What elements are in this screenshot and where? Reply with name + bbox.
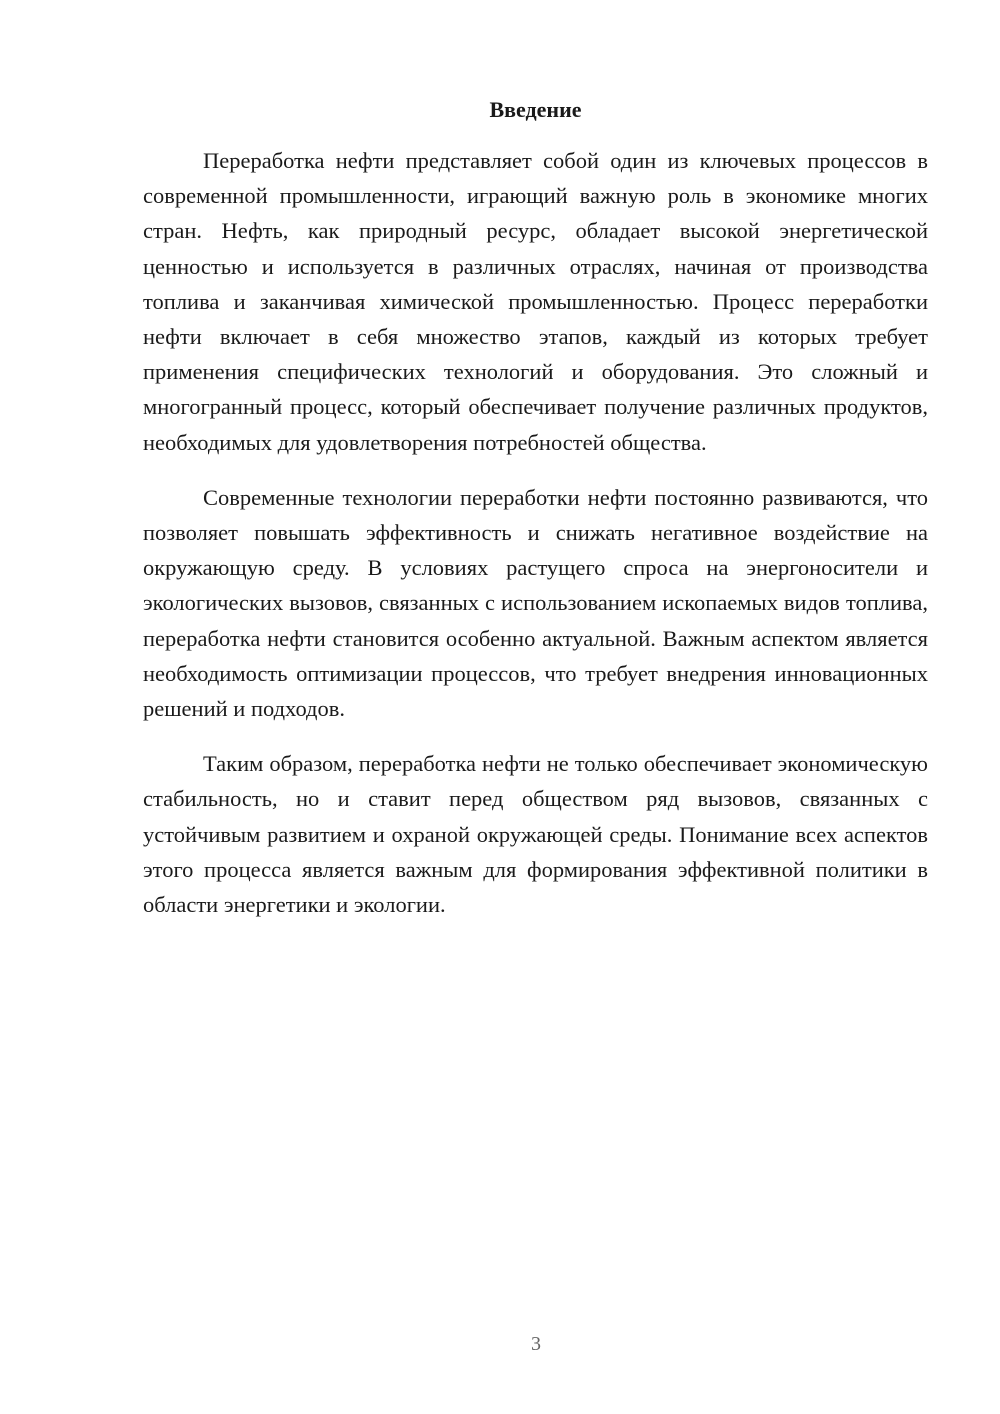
- paragraph-3: Таким образом, переработка нефти не только обеспечивает экономическую стабильность, но и ставит перед обществом ряд вызовов, связанных с устойчивым развитием и охраной окружающей среды. Понимание всех аспектов этого процесса является важным для формирования эффективной политики в области энергетики и экологии.: [143, 751, 928, 918]
- paragraph-2: Современные технологии переработки нефти постоянно развиваются, что позволяет повышать эффективность и снижать негативное воздействие на окружающую среду. В условиях растущего спроса на энергоносители и экологических вызовов, связанных с использованием ископаемых видов топлива, переработка нефти становится особенно актуальной. Важным аспектом является необходимость оптимизации процессов, что требует внедрения инновационных решений и подходов.: [143, 484, 928, 722]
- page-number: 3: [531, 1333, 541, 1355]
- page-content: [143, 95, 928, 942]
- section-heading: Введение: [489, 97, 582, 122]
- paragraph-1: Переработка нефти представляет собой один из ключевых процессов в современной промышленности, играющий важную роль в экономике многих стран. Нефть, как природный ресурс, обладает высокой энергетической ценностью и используется в различных отраслях, начиная от производства топлива и заканчивая химической промышленностью. Процесс переработки нефти включает в себя множество этапов, каждый из которых требует применения специфических технологий и оборудования. Это сложный и многогранный процесс, который обеспечивает получение различных продуктов, необходимых для удовлетворения потребностей общества.: [143, 148, 928, 455]
